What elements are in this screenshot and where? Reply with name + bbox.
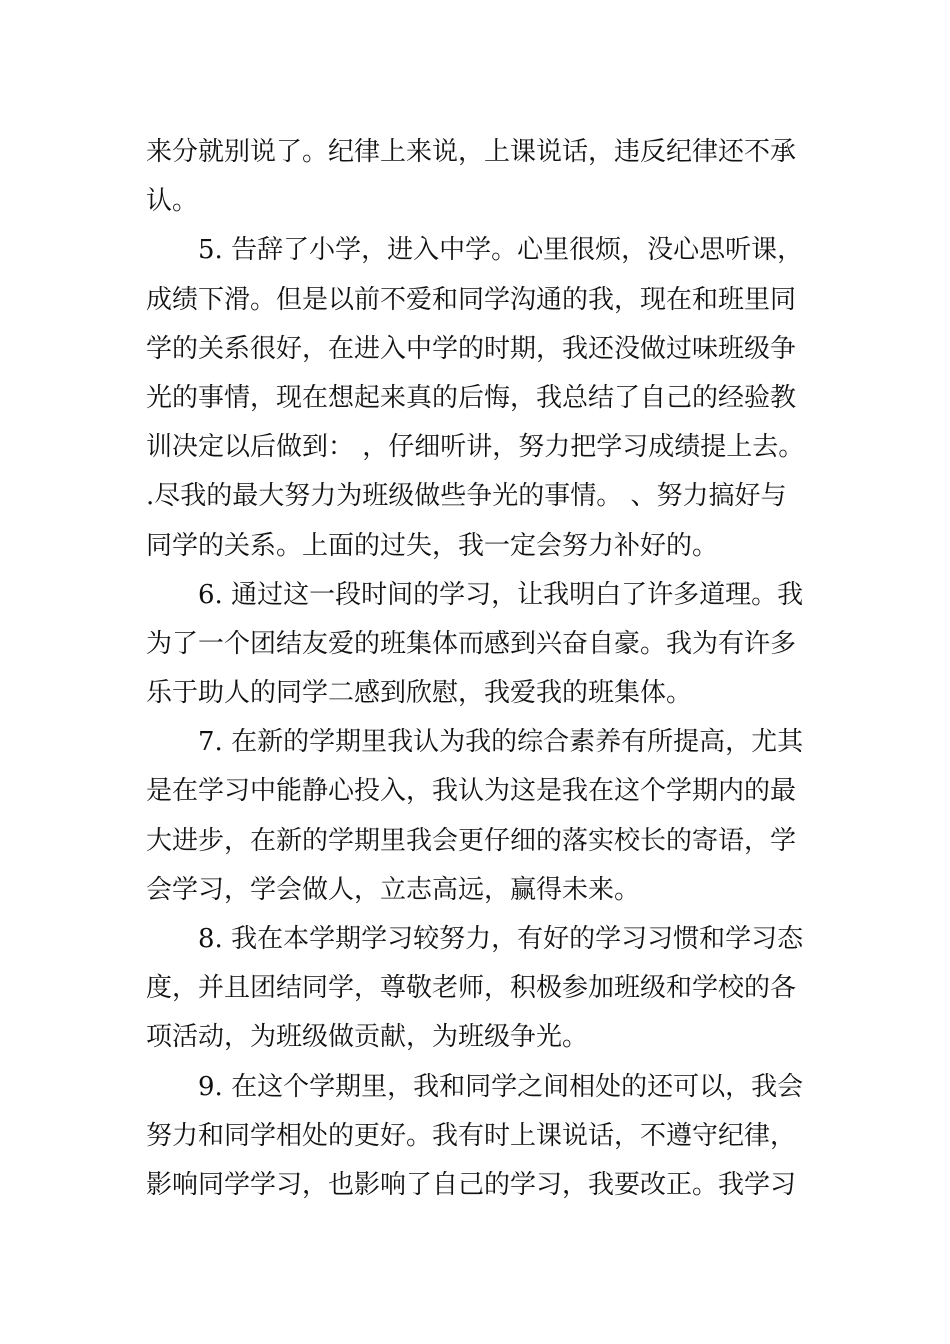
text-line: 同学的关系。上面的过失，我一定会努力补好的。 — [146, 530, 719, 561]
text-line: 学的关系很好，在进入中学的时期，我还没做过味班级争 — [146, 333, 797, 364]
paragraph-7-start: 7. 在新的学期里我认为我的综合素养有所提高，尤其 — [198, 727, 804, 758]
text-line: 认。 — [146, 186, 199, 217]
text-line: 训决定以后做到： ，仔细听讲，努力把学习成绩提上去。 — [146, 432, 805, 463]
paragraph-8-start: 8. 我在本学期学习较努力，有好的学习习惯和学习态 — [198, 924, 804, 954]
text-line: 成绩下滑。但是以前不爱和同学沟通的我，现在和班里同 — [146, 284, 797, 315]
text-line: 乐于助人的同学二感到欣慰，我爱我的班集体。 — [146, 678, 693, 709]
text-line: 大进步，在新的学期里我会更仔细的落实校长的寄语，学 — [146, 825, 797, 856]
paragraph-5-start: 5. 告辞了小学，进入中学。心里很烦，没心思听课， — [198, 235, 804, 266]
body-text — [146, 128, 811, 1210]
text-line: 是在学习中能静心投入，我认为这是我在这个学期内的最 — [146, 776, 797, 807]
text-line: 光的事情，现在想起来真的后悔，我总结了自己的经验教 — [146, 382, 797, 413]
text-line: 项活动，为班级做贡献，为班级争光。 — [146, 1022, 589, 1053]
paragraph-6-start: 6. 通过这一段时间的学习，让我明白了许多道理。我 — [198, 579, 804, 610]
text-line: 来分就别说了。纪律上来说，上课说话，违反纪律还不承 — [146, 137, 797, 167]
text-line: 努力和同学相处的更好。我有时上课说话，不遵守纪律， — [146, 1120, 797, 1151]
paragraph-9-start: 9. 在这个学期里，我和同学之间相处的还可以，我会 — [198, 1071, 804, 1102]
text-line: 会学习，学会做人，立志高远，赢得未来。 — [146, 874, 641, 905]
text-line: .尽我的最大努力为班级做些争光的事情。 、努力搞好与 — [146, 481, 787, 512]
text-line: 影响同学学习，也影响了自己的学习，我要改正。我学习 — [146, 1169, 797, 1200]
text-line: 度，并且团结同学，尊敬老师，积极参加班级和学校的各 — [146, 973, 797, 1004]
text-line: 为了一个团结友爱的班集体而感到兴奋自豪。我为有许多 — [146, 628, 797, 659]
